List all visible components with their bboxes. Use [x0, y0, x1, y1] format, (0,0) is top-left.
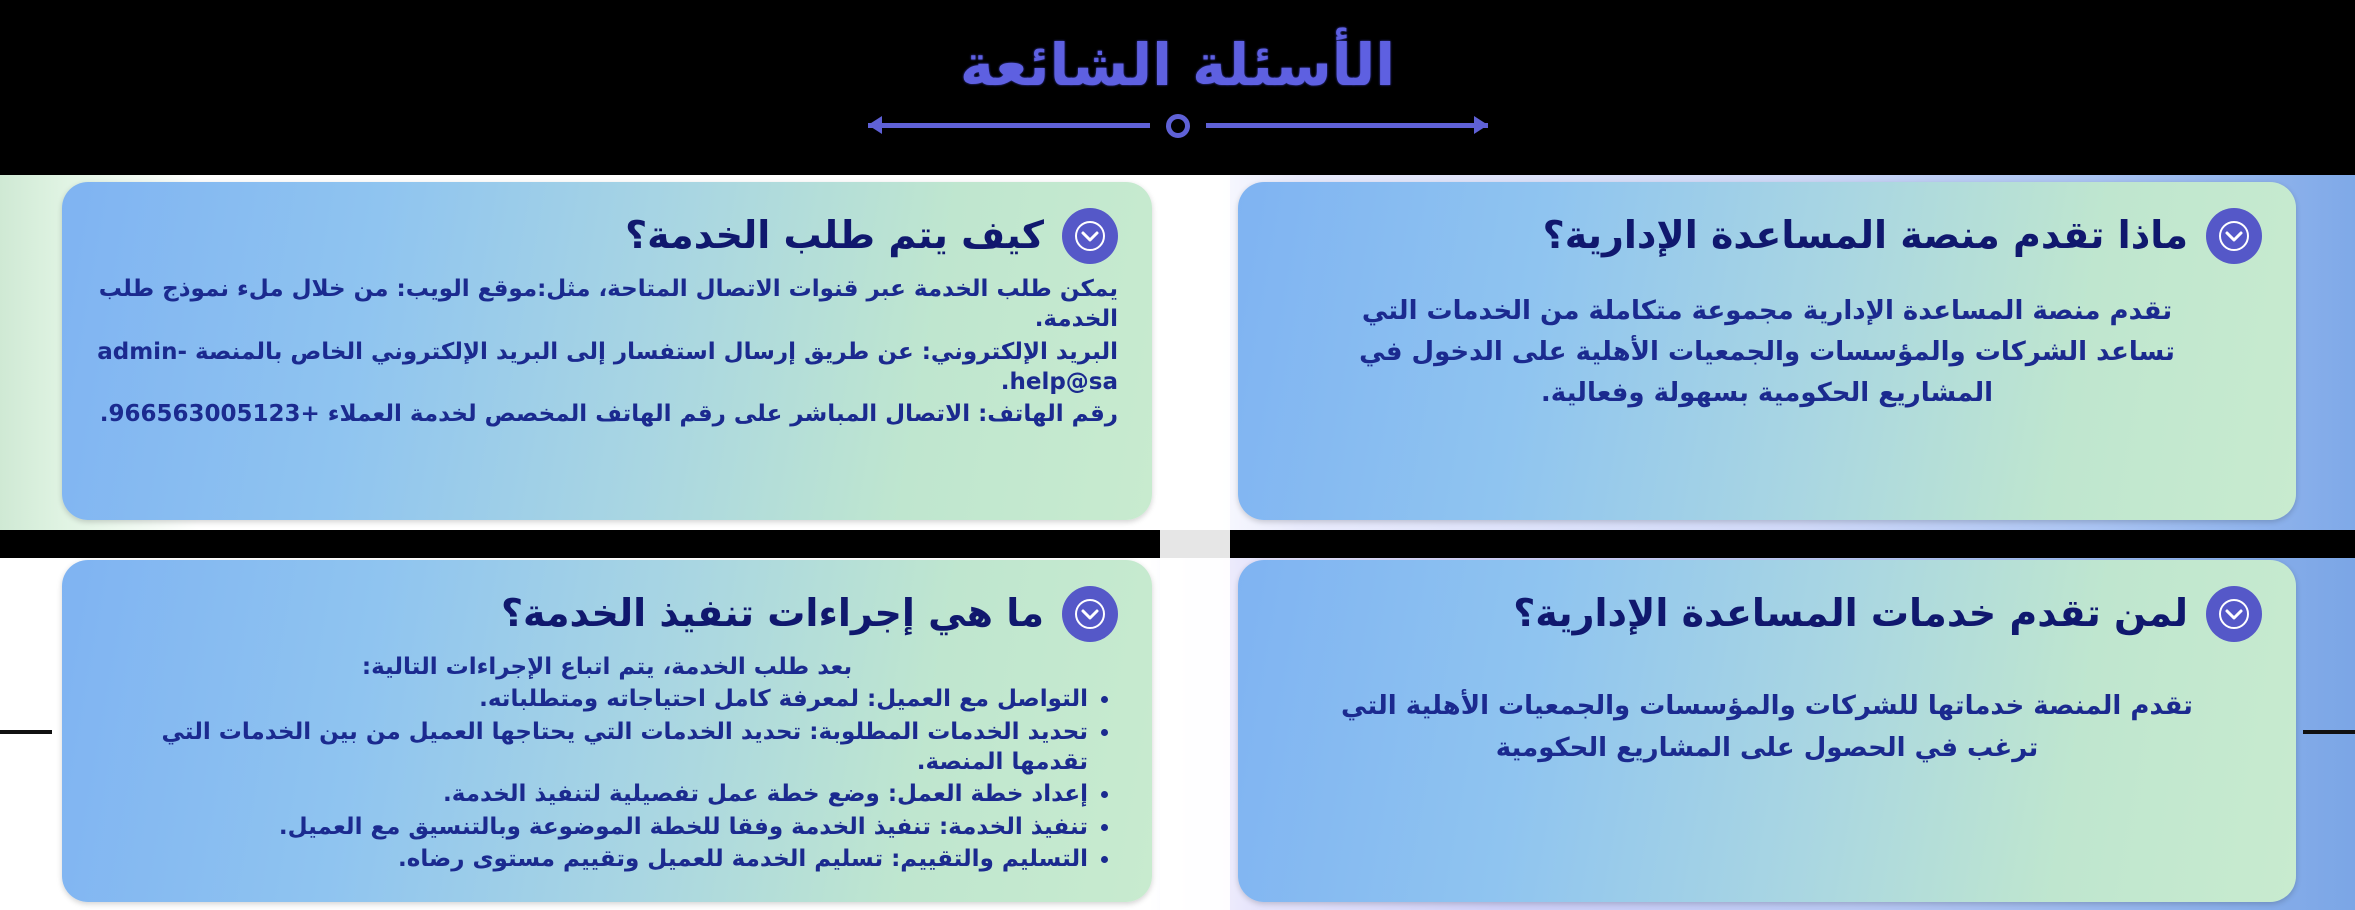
- page-header: [0, 0, 2355, 175]
- list-item: • إعداد خطة العمل: وضع خطة عمل تفصيلية لتنفيذ الخدمة.: [96, 779, 1088, 809]
- chevron-down-icon[interactable]: [2206, 586, 2262, 642]
- arrow-right-icon: [868, 123, 1150, 128]
- list-item: • تحديد الخدمات المطلوبة: تحديد الخدمات التي يحتاجها العميل من بين الخدمات التي تقدمها المنصة.: [96, 717, 1088, 778]
- title-ornament: [868, 112, 1488, 140]
- faq-question-title: ماذا تقدم منصة المساعدة الإدارية؟: [1542, 213, 2188, 258]
- faq-question-title: لمن تقدم خدمات المساعدة الإدارية؟: [1513, 591, 2188, 636]
- faq-question-title: ما هي إجراءات تنفيذ الخدمة؟: [500, 591, 1044, 636]
- faq-card-header[interactable]: [1272, 586, 2262, 642]
- answer-line: يمكن طلب الخدمة عبر قنوات الاتصال المتاحة، مثل:موقع الويب: من خلال ملء نموذج طلب الخدمة.: [98, 276, 1118, 333]
- chevron-down-icon[interactable]: [2206, 208, 2262, 264]
- page-title: الأسئلة الشائعة: [959, 30, 1396, 99]
- faq-answer-body: [1272, 652, 2262, 769]
- chevron-down-icon[interactable]: [1062, 586, 1118, 642]
- faq-card-header[interactable]: [96, 586, 1118, 642]
- center-strip: [1160, 175, 1230, 910]
- list-item: • التسليم والتقييم: تسليم الخدمة للعميل وتقييم مستوى رضاه.: [96, 844, 1088, 874]
- right-dash-decoration: [2303, 730, 2355, 734]
- answer-line: تقدم منصة المساعدة الإدارية مجموعة متكاملة من الخدمات التي: [1361, 296, 2173, 326]
- answer-line: المشاريع الحكومية بسهولة وفعالية.: [1540, 378, 1994, 408]
- faq-answer-body: [1272, 274, 2262, 413]
- list-item: • التواصل مع العميل: لمعرفة كامل احتياجاته ومتطلباته.: [96, 684, 1088, 714]
- faq-card-header[interactable]: [1272, 208, 2262, 264]
- answer-line: رقم الهاتف: الاتصال المباشر على رقم الهاتف المخصص لخدمة العملاء +966563005123.: [99, 401, 1118, 428]
- chevron-down-icon[interactable]: [1062, 208, 1118, 264]
- answer-line: ترغب في الحصول على المشاريع الحكومية: [1495, 733, 2039, 764]
- procedure-list: [96, 684, 1118, 874]
- faq-card-service-procedures[interactable]: [62, 560, 1152, 902]
- faq-card-header[interactable]: [96, 208, 1118, 264]
- answer-line: تساعد الشركات والمؤسسات والجمعيات الأهلية على الدخول في: [1359, 337, 2175, 367]
- faq-card-who-services-for[interactable]: [1238, 560, 2296, 902]
- list-item: • تنفيذ الخدمة: تنفيذ الخدمة وفقا للخطة الموضوعة وبالتنسيق مع العميل.: [96, 812, 1088, 842]
- left-dash-decoration: [0, 730, 52, 734]
- answer-line: تقدم المنصة خدماتها للشركات والمؤسسات والجمعيات الأهلية التي: [1341, 691, 2193, 721]
- answer-intro: بعد طلب الخدمة، يتم اتباع الإجراءات التالية:: [361, 654, 853, 680]
- ornament-dot-icon: [1166, 114, 1190, 138]
- faq-card-platform-offering[interactable]: [1238, 182, 2296, 520]
- faq-answer-body: [96, 652, 1118, 875]
- arrow-left-icon: [1206, 123, 1488, 128]
- faq-answer-body: [96, 274, 1118, 430]
- answer-line: البريد الإلكتروني: عن طريق إرسال استفسار إلى البريد الإلكتروني الخاص بالمنصة admin-help@sa.: [97, 338, 1118, 396]
- faq-question-title: كيف يتم طلب الخدمة؟: [625, 213, 1044, 258]
- faq-card-how-to-request[interactable]: [62, 182, 1152, 520]
